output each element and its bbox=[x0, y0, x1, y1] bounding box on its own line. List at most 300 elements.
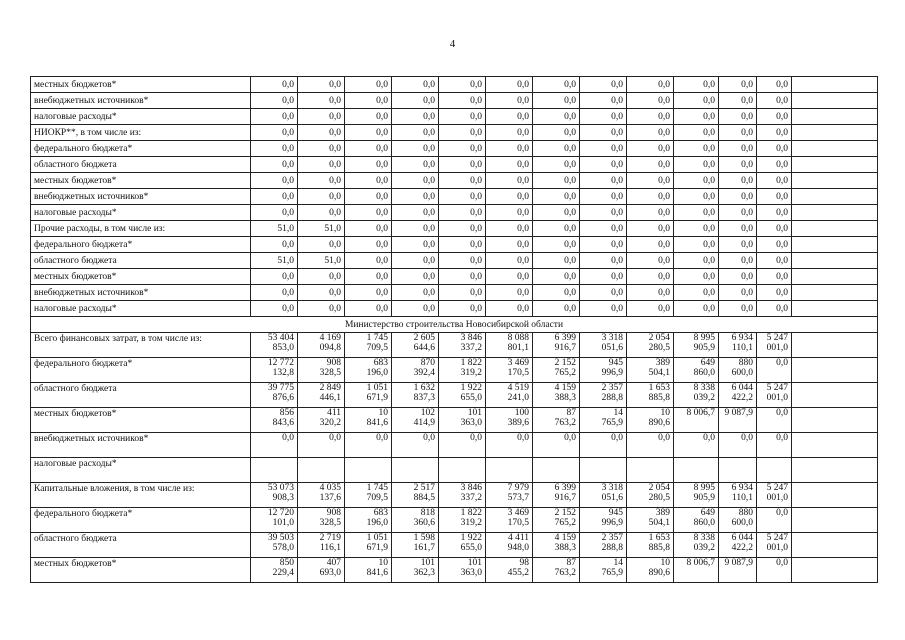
value-line-1: 4 035 bbox=[319, 483, 341, 493]
value-cell: 0,0 bbox=[719, 173, 757, 189]
value-cell bbox=[392, 508, 439, 533]
value-cell bbox=[298, 508, 345, 533]
value-line-1: 389 bbox=[655, 358, 670, 368]
value-cell: 0,0 bbox=[580, 253, 627, 269]
value-cell: 0,0 bbox=[580, 237, 627, 253]
value-cell bbox=[757, 533, 792, 558]
value-line-2: 948,0 bbox=[507, 543, 529, 553]
value-cell: 0,0 bbox=[392, 285, 439, 301]
value-cell bbox=[580, 333, 627, 358]
value-cell: 0,0 bbox=[486, 173, 533, 189]
value-line-1: 1 051 bbox=[366, 533, 388, 543]
value-cell: 0,0 bbox=[627, 109, 674, 125]
value-line-1: 2 054 bbox=[648, 483, 670, 493]
value-cell: 51,0 bbox=[298, 253, 345, 269]
value-line-1: 6 399 bbox=[554, 483, 576, 493]
value-line-2: 885,8 bbox=[648, 543, 670, 553]
value-cell: 0,0 bbox=[345, 205, 392, 221]
value-cell: 0,0 bbox=[298, 285, 345, 301]
value-cell bbox=[251, 458, 298, 483]
value-cell bbox=[439, 383, 486, 408]
section-title: Министерство строительства Новосибирской области bbox=[31, 317, 878, 333]
value-cell: 0,0 bbox=[674, 173, 719, 189]
empty-cell bbox=[792, 483, 878, 508]
value-line-1: 3 318 bbox=[601, 483, 623, 493]
value-cell: 0,0 bbox=[719, 253, 757, 269]
value-cell bbox=[757, 383, 792, 408]
value-cell: 0,0 bbox=[486, 221, 533, 237]
value-cell: 0,0 bbox=[251, 109, 298, 125]
value-cell bbox=[719, 533, 757, 558]
value-cell bbox=[533, 433, 580, 458]
value-line-1: 101 bbox=[420, 558, 435, 568]
value-cell: 0,0 bbox=[486, 189, 533, 205]
value-cell bbox=[251, 533, 298, 558]
value-cell: 0,0 bbox=[674, 141, 719, 157]
value-line-1: 0,0 bbox=[703, 433, 715, 443]
value-cell: 0,0 bbox=[674, 93, 719, 109]
value-cell bbox=[392, 333, 439, 358]
value-cell: 0,0 bbox=[439, 77, 486, 93]
value-line-2: 137,6 bbox=[319, 493, 341, 503]
value-line-1: 0,0 bbox=[470, 433, 482, 443]
value-cell bbox=[298, 433, 345, 458]
empty-cell bbox=[792, 508, 878, 533]
value-line-1: 6 934 bbox=[731, 483, 753, 493]
value-cell: 0,0 bbox=[486, 93, 533, 109]
value-cell: 0,0 bbox=[345, 301, 392, 317]
value-cell bbox=[251, 558, 298, 583]
value-cell bbox=[533, 408, 580, 433]
value-cell bbox=[251, 333, 298, 358]
value-line-2: 763,2 bbox=[554, 418, 576, 428]
value-cell: 51,0 bbox=[251, 221, 298, 237]
value-cell: 0,0 bbox=[439, 141, 486, 157]
value-cell: 0,0 bbox=[251, 237, 298, 253]
empty-cell bbox=[792, 285, 878, 301]
value-cell bbox=[580, 508, 627, 533]
value-line-2: 600,0 bbox=[731, 518, 753, 528]
value-line-2: 916,7 bbox=[554, 343, 576, 353]
value-cell: 0,0 bbox=[719, 125, 757, 141]
value-line-1: 1 632 bbox=[413, 383, 435, 393]
value-cell: 0,0 bbox=[486, 301, 533, 317]
value-cell: 0,0 bbox=[392, 237, 439, 253]
value-cell: 0,0 bbox=[251, 93, 298, 109]
value-line-1: 7 979 bbox=[507, 483, 529, 493]
value-cell bbox=[719, 408, 757, 433]
value-line-1: 0,0 bbox=[517, 433, 529, 443]
table-row bbox=[31, 77, 878, 93]
empty-cell bbox=[792, 253, 878, 269]
value-cell: 0,0 bbox=[439, 109, 486, 125]
value-cell bbox=[674, 508, 719, 533]
value-cell: 0,0 bbox=[392, 269, 439, 285]
value-cell: 0,0 bbox=[345, 237, 392, 253]
value-cell bbox=[298, 558, 345, 583]
row-label: областного бюджета bbox=[31, 383, 251, 408]
value-cell bbox=[392, 483, 439, 508]
value-line-1: 0,0 bbox=[776, 408, 788, 418]
value-cell: 0,0 bbox=[627, 205, 674, 221]
table-row bbox=[31, 458, 878, 483]
value-cell: 0,0 bbox=[719, 189, 757, 205]
value-line-1: 0,0 bbox=[776, 558, 788, 568]
empty-cell bbox=[792, 533, 878, 558]
value-line-1: 8 995 bbox=[693, 333, 715, 343]
value-cell: 0,0 bbox=[298, 141, 345, 157]
value-cell bbox=[486, 483, 533, 508]
value-cell bbox=[627, 558, 674, 583]
value-line-2: 853,0 bbox=[272, 343, 294, 353]
value-line-2: 288,8 bbox=[601, 543, 623, 553]
value-cell: 0,0 bbox=[674, 109, 719, 125]
value-cell bbox=[580, 358, 627, 383]
value-cell: 0,0 bbox=[580, 77, 627, 93]
value-cell: 0,0 bbox=[627, 237, 674, 253]
table-row bbox=[31, 433, 878, 458]
value-cell: 0,0 bbox=[298, 93, 345, 109]
empty-cell bbox=[792, 189, 878, 205]
value-cell bbox=[298, 408, 345, 433]
value-cell bbox=[345, 483, 392, 508]
value-line-1: 1 822 bbox=[460, 358, 482, 368]
value-line-1: 101 bbox=[467, 408, 482, 418]
value-cell: 0,0 bbox=[439, 221, 486, 237]
value-cell bbox=[533, 533, 580, 558]
value-cell: 0,0 bbox=[533, 157, 580, 173]
value-line-2: 655,0 bbox=[460, 543, 482, 553]
value-line-2: 001,0 bbox=[766, 543, 788, 553]
value-cell bbox=[439, 333, 486, 358]
value-cell: 0,0 bbox=[580, 221, 627, 237]
value-line-2: 039,2 bbox=[693, 393, 715, 403]
value-cell: 0,0 bbox=[533, 269, 580, 285]
value-line-1: 6 399 bbox=[554, 333, 576, 343]
value-line-2: 765,2 bbox=[554, 368, 576, 378]
value-cell bbox=[439, 483, 486, 508]
empty-cell bbox=[792, 237, 878, 253]
value-cell: 0,0 bbox=[298, 157, 345, 173]
value-line-2: 196,0 bbox=[366, 518, 388, 528]
value-cell bbox=[392, 383, 439, 408]
value-cell: 0,0 bbox=[719, 221, 757, 237]
value-line-2: 841,6 bbox=[366, 568, 388, 578]
value-cell: 0,0 bbox=[757, 125, 792, 141]
value-line-1: 87 bbox=[566, 408, 576, 418]
value-line-2: 414,9 bbox=[413, 418, 435, 428]
value-cell: 0,0 bbox=[580, 125, 627, 141]
empty-cell bbox=[792, 125, 878, 141]
value-cell bbox=[439, 533, 486, 558]
value-cell: 0,0 bbox=[251, 189, 298, 205]
table-row bbox=[31, 141, 878, 157]
table-row bbox=[31, 301, 878, 317]
value-cell bbox=[674, 533, 719, 558]
value-line-2: 709,5 bbox=[366, 493, 388, 503]
value-line-1: 39 775 bbox=[267, 383, 294, 393]
value-cell: 0,0 bbox=[486, 125, 533, 141]
value-line-1: 10 bbox=[378, 408, 388, 418]
value-cell: 0,0 bbox=[392, 221, 439, 237]
value-cell bbox=[674, 383, 719, 408]
value-line-2: 504,1 bbox=[648, 368, 670, 378]
value-line-1: 0,0 bbox=[282, 433, 294, 443]
value-line-1: 389 bbox=[655, 508, 670, 518]
value-line-1: 407 bbox=[326, 558, 341, 568]
row-label: Капитальные вложения, в том числе из: bbox=[31, 483, 251, 508]
value-cell: 0,0 bbox=[345, 141, 392, 157]
value-line-1: 3 846 bbox=[460, 333, 482, 343]
value-cell bbox=[392, 408, 439, 433]
value-cell bbox=[719, 558, 757, 583]
row-label: налоговые расходы* bbox=[31, 301, 251, 317]
value-cell: 0,0 bbox=[345, 93, 392, 109]
value-line-2: 765,9 bbox=[601, 418, 623, 428]
value-line-1: 411 bbox=[327, 408, 341, 418]
row-label: местных бюджетов* bbox=[31, 77, 251, 93]
value-line-2: 905,9 bbox=[693, 493, 715, 503]
value-cell: 0,0 bbox=[486, 205, 533, 221]
value-line-2: 890,6 bbox=[648, 568, 670, 578]
value-cell: 0,0 bbox=[627, 285, 674, 301]
value-cell bbox=[486, 333, 533, 358]
value-cell: 0,0 bbox=[345, 285, 392, 301]
value-cell: 0,0 bbox=[392, 173, 439, 189]
value-line-1: 2 849 bbox=[319, 383, 341, 393]
value-cell: 0,0 bbox=[533, 189, 580, 205]
value-cell bbox=[580, 433, 627, 458]
row-label: областного бюджета bbox=[31, 157, 251, 173]
value-line-1: 53 404 bbox=[267, 333, 294, 343]
row-label: областного бюджета bbox=[31, 253, 251, 269]
value-cell: 0,0 bbox=[251, 141, 298, 157]
value-line-1: 2 357 bbox=[601, 533, 623, 543]
value-cell bbox=[533, 458, 580, 483]
value-cell: 0,0 bbox=[533, 173, 580, 189]
empty-cell bbox=[792, 77, 878, 93]
value-cell: 0,0 bbox=[533, 301, 580, 317]
value-line-2: 363,0 bbox=[460, 568, 482, 578]
value-cell bbox=[486, 383, 533, 408]
table-row bbox=[31, 285, 878, 301]
value-cell: 0,0 bbox=[533, 109, 580, 125]
value-cell: 0,0 bbox=[533, 125, 580, 141]
value-cell bbox=[298, 458, 345, 483]
value-cell: 0,0 bbox=[439, 301, 486, 317]
value-line-1: 945 bbox=[608, 358, 623, 368]
value-cell bbox=[674, 433, 719, 458]
value-line-1: 6 044 bbox=[731, 383, 753, 393]
value-cell bbox=[627, 458, 674, 483]
row-label: федерального бюджета* bbox=[31, 141, 251, 157]
value-cell bbox=[627, 433, 674, 458]
value-cell: 0,0 bbox=[757, 285, 792, 301]
value-cell: 0,0 bbox=[251, 157, 298, 173]
value-cell: 0,0 bbox=[251, 269, 298, 285]
value-line-1: 0,0 bbox=[741, 433, 753, 443]
value-line-1: 102 bbox=[420, 408, 435, 418]
value-cell bbox=[298, 333, 345, 358]
value-line-2: 765,9 bbox=[601, 568, 623, 578]
value-line-1: 8 338 bbox=[693, 533, 715, 543]
value-line-2: 328,5 bbox=[319, 368, 341, 378]
table-row bbox=[31, 558, 878, 583]
value-cell bbox=[439, 558, 486, 583]
value-line-1: 1 598 bbox=[413, 533, 435, 543]
value-line-1: 4 169 bbox=[319, 333, 341, 343]
value-line-1: 0,0 bbox=[776, 358, 788, 368]
value-cell: 0,0 bbox=[439, 173, 486, 189]
value-cell: 0,0 bbox=[392, 205, 439, 221]
empty-cell bbox=[792, 109, 878, 125]
value-cell: 0,0 bbox=[757, 77, 792, 93]
value-line-1: 6 934 bbox=[731, 333, 753, 343]
value-line-2: 362,3 bbox=[413, 568, 435, 578]
table-row bbox=[31, 333, 878, 358]
empty-cell bbox=[792, 408, 878, 433]
value-cell: 0,0 bbox=[345, 109, 392, 125]
value-cell bbox=[757, 458, 792, 483]
table-row bbox=[31, 173, 878, 189]
value-line-2: 841,6 bbox=[366, 418, 388, 428]
value-cell bbox=[674, 558, 719, 583]
value-line-2: 905,9 bbox=[693, 343, 715, 353]
value-cell: 0,0 bbox=[251, 125, 298, 141]
value-line-1: 0,0 bbox=[776, 508, 788, 518]
value-cell: 0,0 bbox=[298, 125, 345, 141]
value-line-2: 996,9 bbox=[601, 368, 623, 378]
value-cell: 0,0 bbox=[580, 141, 627, 157]
value-cell bbox=[719, 333, 757, 358]
value-line-1: 0,0 bbox=[658, 433, 670, 443]
row-label: Всего финансовых затрат, в том числе из: bbox=[31, 333, 251, 358]
value-line-1: 8 338 bbox=[693, 383, 715, 393]
value-cell: 0,0 bbox=[674, 189, 719, 205]
value-cell: 0,0 bbox=[674, 301, 719, 317]
value-cell: 0,0 bbox=[533, 237, 580, 253]
value-line-2: 671,9 bbox=[366, 543, 388, 553]
row-label: налоговые расходы* bbox=[31, 109, 251, 125]
value-cell: 0,0 bbox=[439, 253, 486, 269]
value-cell: 0,0 bbox=[757, 173, 792, 189]
value-cell: 0,0 bbox=[486, 109, 533, 125]
value-line-2: 655,0 bbox=[460, 393, 482, 403]
value-line-2: 573,7 bbox=[507, 493, 529, 503]
value-line-2: 161,7 bbox=[413, 543, 435, 553]
value-line-2: 885,8 bbox=[648, 393, 670, 403]
row-label: местных бюджетов* bbox=[31, 408, 251, 433]
empty-cell bbox=[792, 93, 878, 109]
value-cell bbox=[486, 458, 533, 483]
value-cell: 0,0 bbox=[719, 285, 757, 301]
value-cell bbox=[627, 408, 674, 433]
value-cell: 0,0 bbox=[345, 253, 392, 269]
value-cell bbox=[674, 408, 719, 433]
value-cell bbox=[251, 383, 298, 408]
value-line-2: 280,5 bbox=[648, 493, 670, 503]
value-cell: 0,0 bbox=[757, 141, 792, 157]
value-line-1: 2 517 bbox=[413, 483, 435, 493]
value-cell bbox=[580, 533, 627, 558]
value-cell: 0,0 bbox=[345, 125, 392, 141]
value-cell: 0,0 bbox=[392, 157, 439, 173]
value-cell: 0,0 bbox=[533, 205, 580, 221]
value-line-1: 880 bbox=[738, 508, 753, 518]
value-cell bbox=[439, 458, 486, 483]
value-cell bbox=[533, 383, 580, 408]
value-cell bbox=[580, 408, 627, 433]
value-cell: 0,0 bbox=[674, 77, 719, 93]
value-cell: 0,0 bbox=[439, 205, 486, 221]
value-cell bbox=[719, 433, 757, 458]
value-cell: 0,0 bbox=[757, 221, 792, 237]
value-cell: 0,0 bbox=[674, 237, 719, 253]
value-cell: 0,0 bbox=[298, 189, 345, 205]
value-cell: 0,0 bbox=[719, 77, 757, 93]
value-cell: 0,0 bbox=[298, 109, 345, 125]
value-cell: 0,0 bbox=[580, 301, 627, 317]
value-line-2: 644,6 bbox=[413, 343, 435, 353]
value-line-1: 1 653 bbox=[648, 533, 670, 543]
value-cell: 0,0 bbox=[719, 237, 757, 253]
value-line-1: 945 bbox=[608, 508, 623, 518]
value-line-1: 880 bbox=[738, 358, 753, 368]
value-line-2: 241,0 bbox=[507, 393, 529, 403]
empty-cell bbox=[792, 333, 878, 358]
value-cell bbox=[757, 558, 792, 583]
value-cell: 0,0 bbox=[439, 157, 486, 173]
value-line-1: 14 bbox=[613, 558, 623, 568]
row-label: местных бюджетов* bbox=[31, 269, 251, 285]
table-row bbox=[31, 408, 878, 433]
value-cell: 0,0 bbox=[627, 253, 674, 269]
value-cell bbox=[719, 358, 757, 383]
value-cell bbox=[674, 458, 719, 483]
value-line-2: 051,6 bbox=[601, 493, 623, 503]
value-cell: 0,0 bbox=[298, 237, 345, 253]
value-line-2: 110,1 bbox=[731, 493, 753, 503]
value-line-2: 288,8 bbox=[601, 393, 623, 403]
value-cell: 0,0 bbox=[533, 93, 580, 109]
table-row bbox=[31, 508, 878, 533]
budget-table bbox=[30, 76, 878, 583]
value-cell: 0,0 bbox=[298, 77, 345, 93]
value-cell: 0,0 bbox=[674, 269, 719, 285]
value-cell: 0,0 bbox=[719, 301, 757, 317]
value-cell bbox=[674, 358, 719, 383]
value-line-2: 039,2 bbox=[693, 543, 715, 553]
value-line-2: 392,4 bbox=[413, 368, 435, 378]
value-cell bbox=[533, 483, 580, 508]
value-cell: 0,0 bbox=[251, 301, 298, 317]
value-cell: 0,0 bbox=[251, 285, 298, 301]
value-cell bbox=[486, 558, 533, 583]
value-cell bbox=[251, 508, 298, 533]
value-cell bbox=[580, 558, 627, 583]
value-cell: 0,0 bbox=[439, 269, 486, 285]
value-line-1: 908 bbox=[326, 358, 341, 368]
value-cell: 0,0 bbox=[757, 157, 792, 173]
value-line-2: 101,0 bbox=[272, 518, 294, 528]
value-cell: 0,0 bbox=[719, 109, 757, 125]
value-line-1: 1 922 bbox=[460, 383, 482, 393]
value-line-1: 9 087,9 bbox=[724, 408, 753, 418]
value-line-1: 12 720 bbox=[267, 508, 294, 518]
value-cell: 0,0 bbox=[757, 237, 792, 253]
value-line-1: 3 469 bbox=[507, 358, 529, 368]
value-line-1: 1 922 bbox=[460, 533, 482, 543]
